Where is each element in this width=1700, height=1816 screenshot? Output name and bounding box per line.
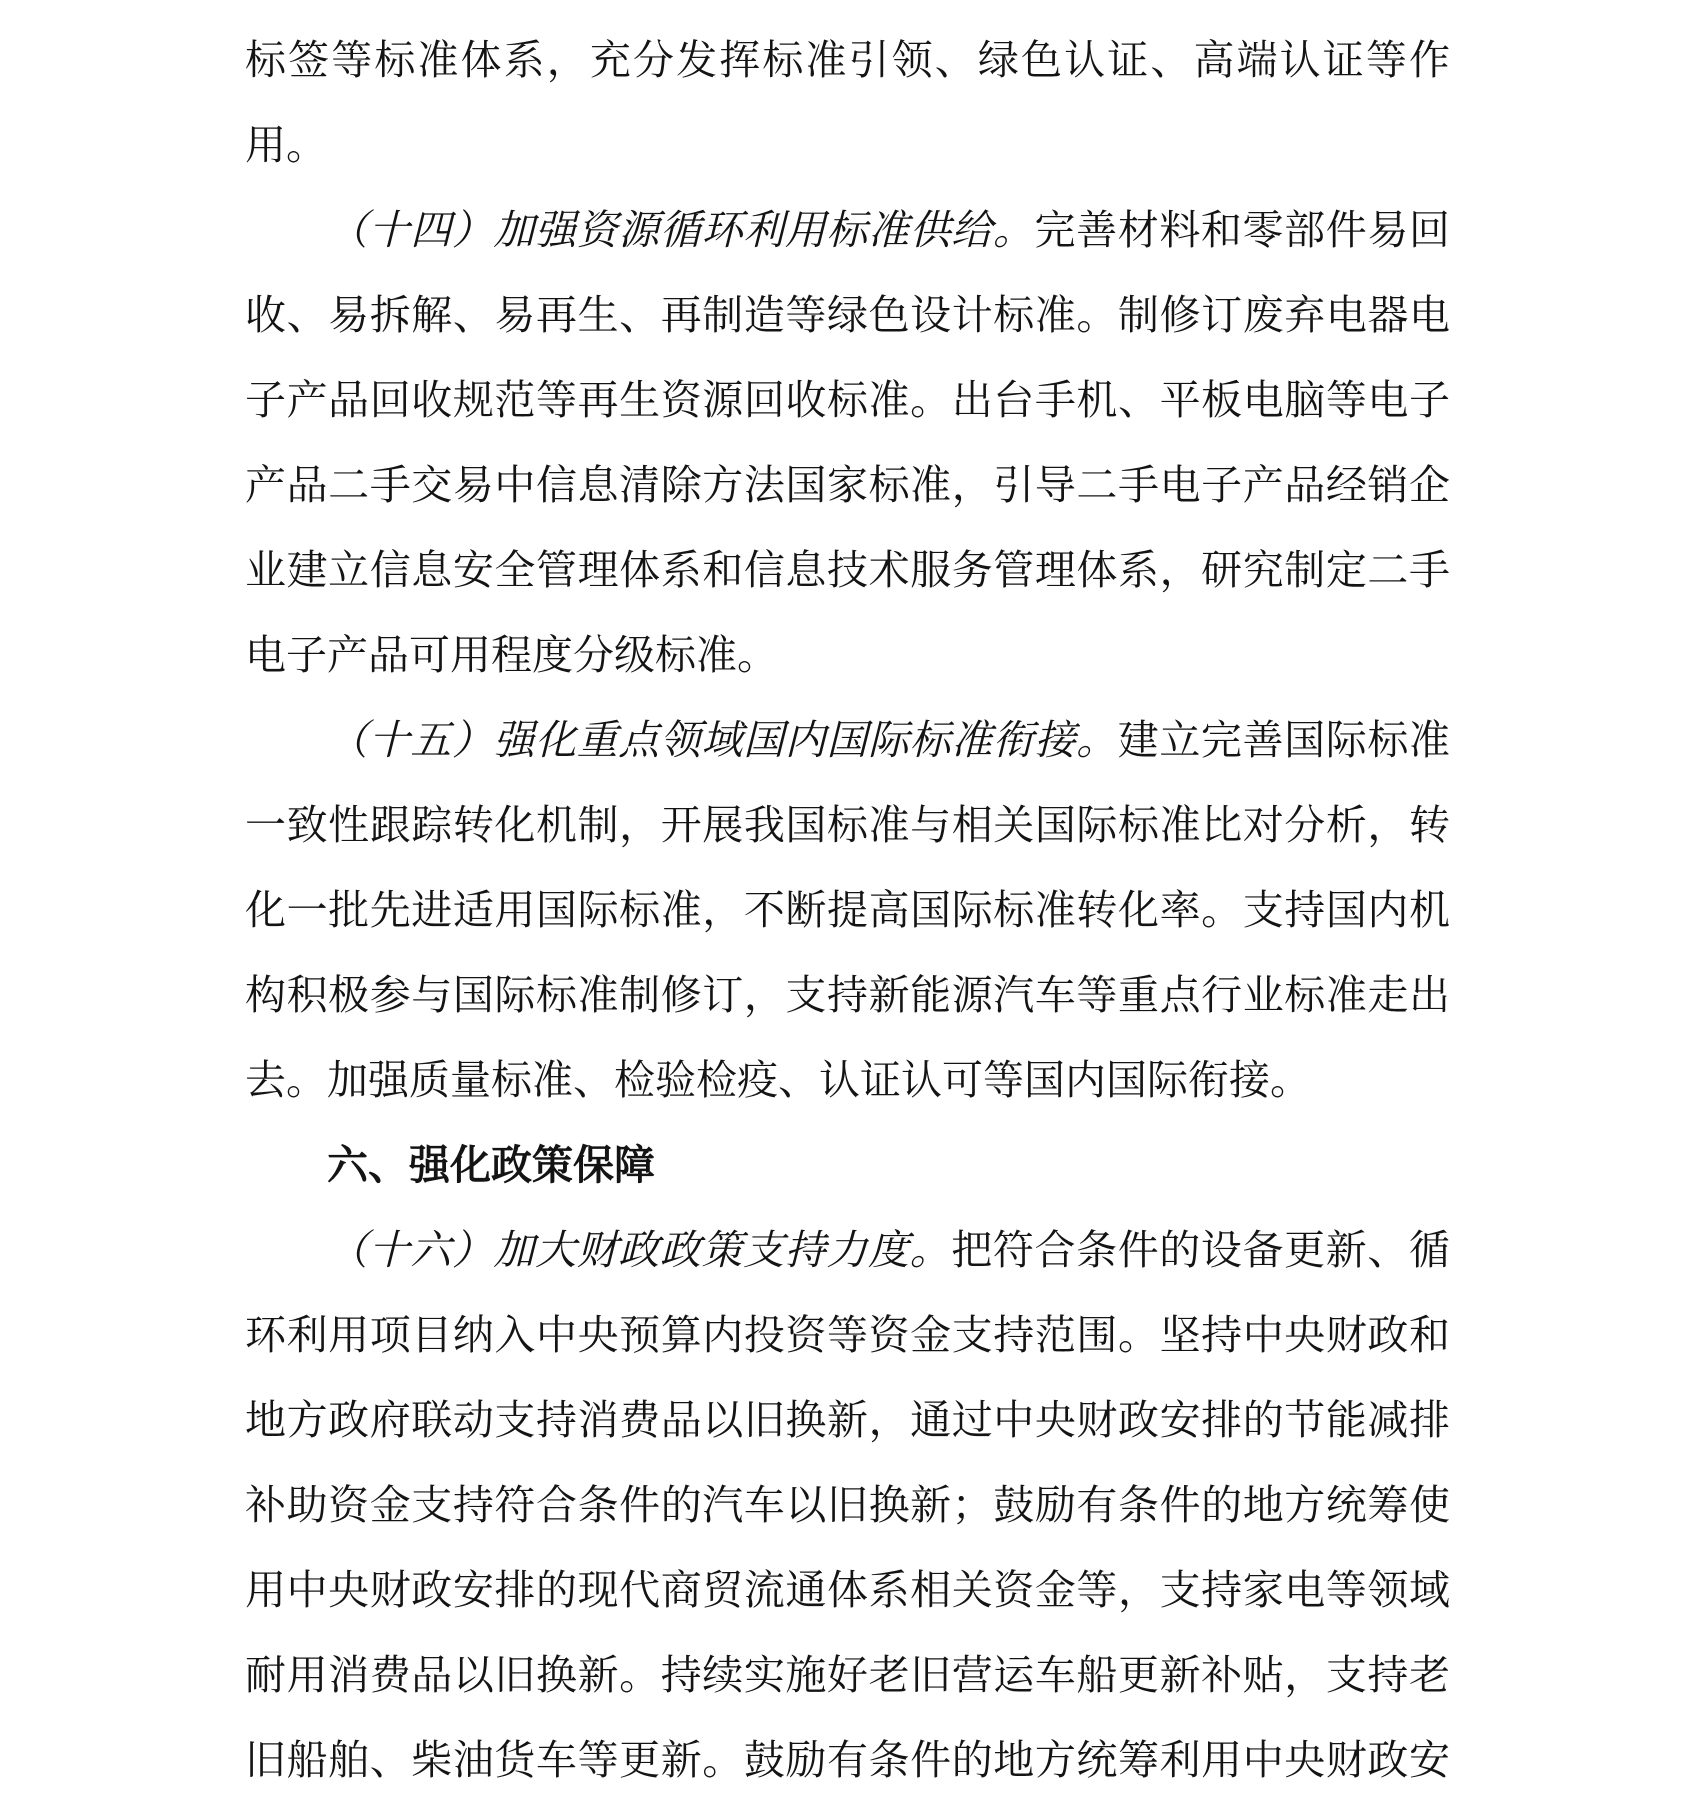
paragraph-text: 把符合条件的设备更新、循 [951, 1227, 1450, 1273]
text-line: 标签等标准体系，充分发挥标准引领、绿色认证、高端认证等作 [245, 37, 1450, 83]
text-line: 补助资金支持符合条件的汽车以旧换新；鼓励有条件的地方统筹使 [245, 1482, 1450, 1528]
paragraph-text: 完善材料和零部件易回 [1034, 207, 1450, 253]
text-line: 产品二手交易中信息清除方法国家标准，引导二手电子产品经销企 [245, 462, 1450, 508]
text-line: 子产品回收规范等再生资源回收标准。出台手机、平板电脑等电子 [245, 377, 1450, 423]
text-line: 用。 [245, 122, 327, 168]
text-line: 业建立信息安全管理体系和信息技术服务管理体系，研究制定二手 [245, 547, 1450, 593]
text-line: 构积极参与国际标准制修订，支持新能源汽车等重点行业标准走出 [245, 972, 1450, 1018]
text-line: 化一批先进适用国际标准，不断提高国际标准转化率。支持国内机 [245, 887, 1450, 933]
text-line: 去。加强质量标准、检验检疫、认证认可等国内国际衔接。 [245, 1057, 1311, 1103]
text-line [245, 698, 1450, 783]
document-text [245, 18, 1450, 1803]
text-line: 用中央财政安排的现代商贸流通体系相关资金等，支持家电等领域 [245, 1567, 1450, 1613]
paragraph-lead: （十四）加强资源循环利用标准供给。 [327, 207, 1035, 253]
text-line: 地方政府联动支持消费品以旧换新，通过中央财政安排的节能减排 [245, 1397, 1450, 1443]
paragraph-text: 建立完善国际标准 [1117, 717, 1450, 763]
text-line: 环利用项目纳入中央预算内投资等资金支持范围。坚持中央财政和 [245, 1312, 1450, 1358]
paragraph-lead: （十五）强化重点领域国内国际标准衔接。 [327, 717, 1118, 763]
text-line: 电子产品可用程度分级标准。 [245, 632, 778, 678]
text-line [245, 1208, 1450, 1293]
text-line: 耐用消费品以旧换新。持续实施好老旧营运车船更新补贴，支持老 [245, 1652, 1450, 1698]
paragraph-lead: （十六）加大财政政策支持力度。 [327, 1227, 952, 1273]
text-line [245, 188, 1450, 273]
section-heading: 六、强化政策保障 [327, 1142, 655, 1188]
text-line: 收、易拆解、易再生、再制造等绿色设计标准。制修订废弃电器电 [245, 292, 1450, 338]
text-line: 一致性跟踪转化机制，开展我国标准与相关国际标准比对分析，转 [245, 802, 1450, 848]
text-line: 旧船舶、柴油货车等更新。鼓励有条件的地方统筹利用中央财政安 [245, 1737, 1450, 1783]
